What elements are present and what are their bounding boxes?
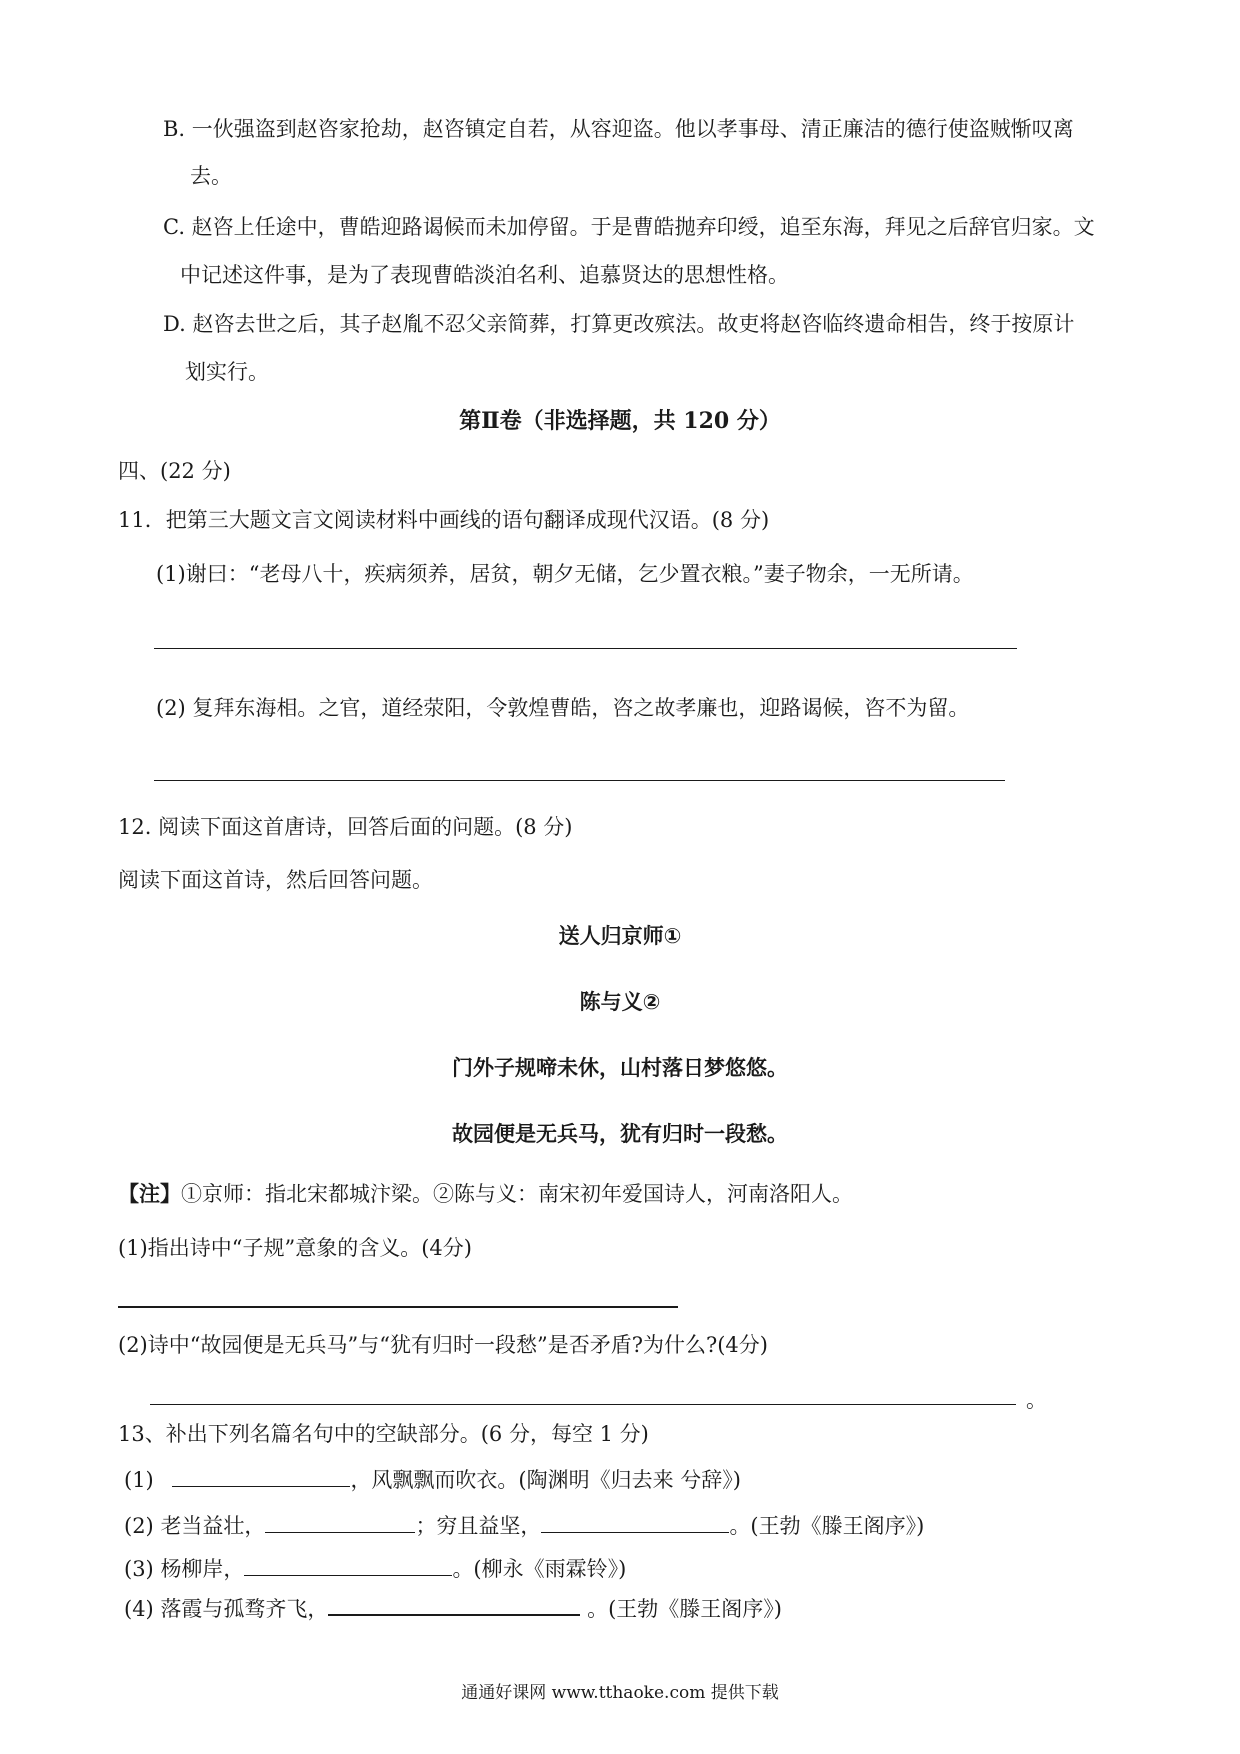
option-b-line1: B. 一伙强盗到赵咨家抢劫，赵咨镇定自若，从容迎盗。他以孝事母、清正廉洁的德行使盗贼惭叹离 (163, 117, 1074, 141)
volume2-title: 第Ⅱ卷（非选择题，共 120 分） (459, 408, 781, 434)
option-c-line2: 中记述这件事，是为了表现曹皓淡泊名利、追慕贤达的思想性格。 (180, 263, 789, 287)
q11-prompt: 11．把第三大题文言文阅读材料中画线的语句翻译成现代汉语。(8 分) (118, 508, 770, 532)
q13-item2-text-c: 。(王勃《滕王阁序》) (729, 1513, 925, 1538)
q13-item4-text-a: 落霞与孤骛齐飞， (160, 1596, 329, 1621)
q13-item3-num: (3) (124, 1556, 154, 1581)
q13-item3-text-a: 杨柳岸， (160, 1556, 245, 1581)
q13-item2-text-a: 老当益壮， (160, 1513, 266, 1538)
poem-title: 送人归京师① (558, 924, 682, 948)
q13-item2-num: (2) (124, 1513, 154, 1538)
q13-prompt: 13、补出下列名篇名句中的空缺部分。(6 分，每空 1 分) (118, 1422, 649, 1446)
note-label: 【注】 (118, 1181, 181, 1206)
option-b-line2: 去。 (190, 164, 232, 188)
q13-item1-num: (1) (124, 1467, 154, 1492)
option-d-line2: 划实行。 (185, 360, 269, 384)
q13-blank-4[interactable] (244, 1555, 452, 1576)
q12-prompt: 12. 阅读下面这首唐诗，回答后面的问题。(8 分) (118, 815, 573, 839)
poem-notes (118, 1181, 853, 1207)
q13-item4 (124, 1594, 782, 1622)
poem-line-1: 门外子规啼未休，山村落日梦悠悠。 (452, 1056, 788, 1080)
q13-item2 (124, 1512, 924, 1539)
q13-blank-1[interactable] (172, 1466, 350, 1487)
section4-heading: 四、(22 分) (118, 459, 231, 483)
q12-sub2-answer-line (150, 1404, 1016, 1405)
q13-blank-2[interactable] (265, 1512, 415, 1533)
q13-item1-text: ，风飘飘而吹衣。(陶渊明《归去来 兮辞》) (350, 1467, 741, 1492)
option-d-line1: D. 赵咨去世之后，其子赵胤不忍父亲简葬，打算更改殡法。故吏将赵咨临终遗命相告，终于按原计 (163, 312, 1075, 336)
q13-item4-num: (4) (124, 1596, 154, 1621)
q13-item1 (124, 1466, 741, 1493)
page-footer: 通通好课网 www.tthaoke.com 提供下载 (461, 1683, 779, 1703)
q11-answer-line-1 (154, 648, 1017, 649)
q11-answer-line-2 (154, 780, 1005, 781)
q13-item4-text-b: 。(王勃《滕王阁序》) (580, 1596, 782, 1621)
q12-sub2: (2)诗中“故园便是无兵马”与“犹有归时一段愁”是否矛盾?为什么?(4分) (118, 1333, 768, 1357)
note-text: ①京师：指北宋都城汴梁。②陈与义：南宋初年爱国诗人，河南洛阳人。 (181, 1182, 853, 1206)
q11-item1: (1)谢曰：“老母八十，疾病须养，居贫，朝夕无储，乞少置衣粮。”妻子物余，一无所请。 (156, 562, 974, 586)
q12-sub1: (1)指出诗中“子规”意象的含义。(4分) (118, 1236, 472, 1260)
q11-item2: (2) 复拜东海相。之官，道经荥阳，令敦煌曹皓，咨之故孝廉也，迎路谒候，咨不为留。 (156, 696, 970, 720)
q13-item2-text-b: ；穷且益坚， (415, 1513, 542, 1538)
q12-sub2-end-mark: 。 (1026, 1388, 1047, 1412)
poem-author: 陈与义② (579, 990, 661, 1014)
q12-instruction: 阅读下面这首诗，然后回答问题。 (118, 868, 433, 892)
q12-sub1-answer-line (118, 1306, 678, 1308)
option-c-line1: C. 赵咨上任途中，曹皓迎路谒候而未加停留。于是曹皓抛弃印绶，追至东海，拜见之后辞官归家。文 (163, 215, 1095, 239)
poem-line-2: 故园便是无兵马，犹有归时一段愁。 (452, 1122, 788, 1146)
q13-blank-3[interactable] (541, 1512, 729, 1533)
q13-blank-5[interactable] (328, 1594, 580, 1616)
q13-item3-text-b: 。(柳永《雨霖铃》) (452, 1556, 627, 1581)
q13-item3 (124, 1555, 626, 1582)
